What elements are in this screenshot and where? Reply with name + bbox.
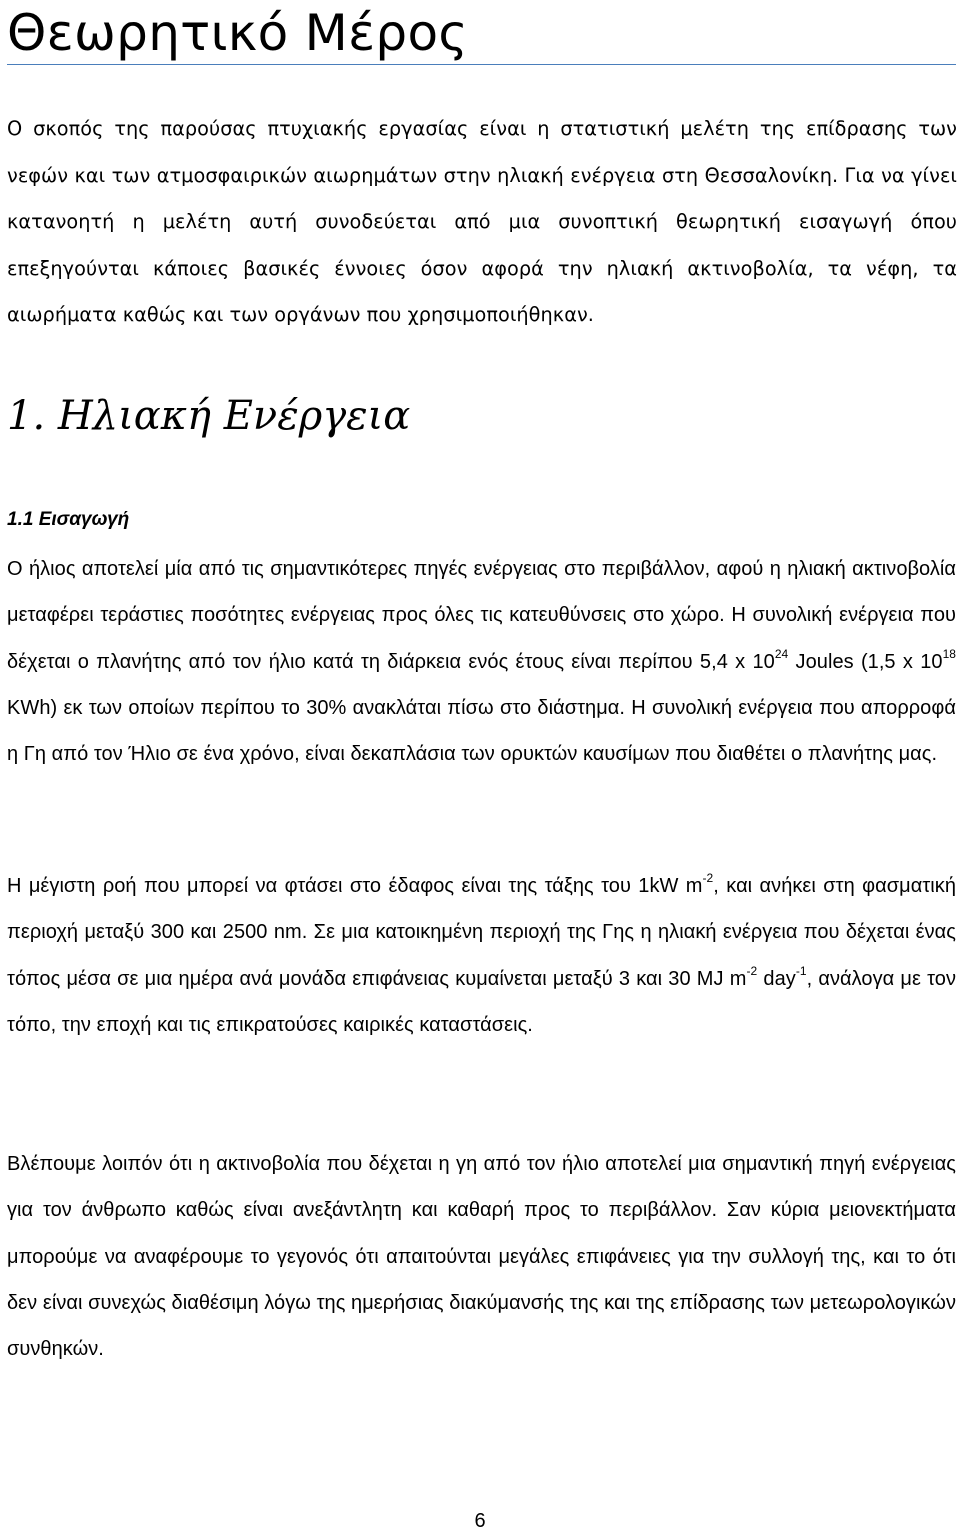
paragraph-text: day — [757, 967, 796, 990]
paragraph-text: KWh) εκ των οποίων περίπου το 30% ανακλάται πίσω στο διάστημα. Η συνολική ενέργεια που απορροφά η Γη από τον Ήλιο σε ένα χρόνο, είναι δεκαπλάσια των ορυκτών καυσίμων που διαθέτει ο πλανήτης μας. — [7, 696, 956, 766]
intro-paragraph: Ο σκοπός της παρούσας πτυχιακής εργασίας είναι η στατιστική μελέτη της επίδρασης των νεφών και των ατμοσφαιρικών αιωρημάτων στην ηλιακή ενέργεια στη Θεσσαλονίκη. Για να γίνει κατανοητή η μελέτη αυτή συνοδεύεται από μια συνοπτική θεωρητική εισαγωγή όπου επεξηγούνται κάποιες βασικές έννοιες όσον αφορά την ηλιακή ακτινοβολία, τα νέφη, τα αιωρήματα καθώς και των οργάνων που χρησιμοποιήθηκαν. — [7, 117, 957, 326]
body-paragraph-1 — [7, 546, 956, 777]
superscript-exponent: -1 — [795, 963, 807, 978]
page-number: 6 — [474, 1510, 486, 1532]
section-heading: 1. Ηλιακή Ενέργεια — [7, 393, 411, 439]
subsection-heading: 1.1 Εισαγωγή — [7, 509, 130, 530]
paragraph-text: Ο ήλιος αποτελεί μία από τις σημαντικότερες πηγές ενέργειας στο περιβάλλον, αφού η ηλιακή ακτινοβολία μεταφέρει τεράστιες ποσότητες ενέργειας προς όλες τις κατευθύνσεις στο χώρο. Η συνολική ενέργεια που δέχεται ο πλανήτης από τον ήλιο κατά τη διάρκεια ενός έτους είναι περίπου 5,4 x 10 — [7, 558, 956, 673]
superscript-exponent: 18 — [942, 646, 957, 661]
paragraph-text: Η μέγιστη ροή που μπορεί να φτάσει στο έδαφος είναι της τάξης του 1kW m — [7, 875, 703, 897]
paragraph-text: , ανάλογα με τον τόπο, την εποχή και τις επικρατούσες καιρικές καταστάσεις. — [7, 967, 957, 1036]
chapter-title: Θεωρητικό Μέρος — [7, 4, 468, 62]
title-underline-rule — [7, 64, 956, 65]
body-paragraph-3: Βλέπουμε λοιπόν ότι η ακτινοβολία που δέχεται η γη από τον ήλιο αποτελεί μια σημαντική πηγή ενέργειας για τον άνθρωπο καθώς είναι ανεξάντλητη και καθαρή προς το περιβάλλον. Σαν κύρια μειονεκτήματα μπορούμε να αναφέρουμε το γεγονός ότι απαιτούνται μεγάλες επιφάνειες για την συλλογή της, και το ότι δεν είναι συνεχώς διαθέσιμη λόγω της ημερήσιας διακύμανσής της και της επίδρασης των μετεωρολογικών συνθηκών. — [7, 1153, 956, 1361]
superscript-exponent: -2 — [746, 963, 758, 978]
superscript-exponent: -2 — [702, 871, 714, 885]
body-paragraph-2 — [7, 863, 956, 1048]
paragraph-text: Joules (1,5 x 10 — [788, 650, 943, 673]
paragraph-text: , και ανήκει στη φασματική περιοχή μεταξύ 300 και 2500 nm. Σε μια κατοικημένη περιοχή της Γης η ηλιακή ενέργεια που δέχεται ένας τόπος μέσα σε μια ημέρα ανά μονάδα επιφάνειας κυμαίνεται μεταξύ 3 και 30 MJ m — [7, 875, 956, 990]
superscript-exponent: 24 — [774, 646, 789, 661]
